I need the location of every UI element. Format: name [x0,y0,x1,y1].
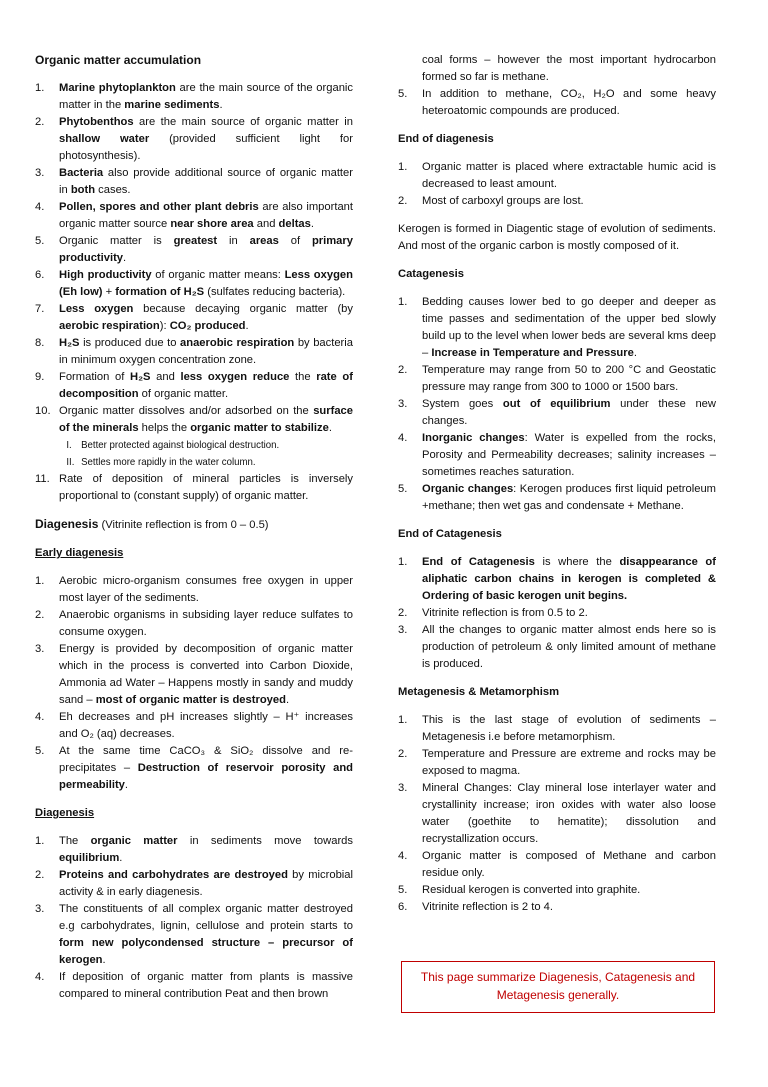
heading-diagenesis: Diagenesis [35,517,99,531]
list-item [398,780,716,848]
list-number: 4. [35,711,45,723]
list-metagenesis [398,712,716,916]
text-run: + [102,286,116,298]
list-item [35,573,353,607]
text-run: At the same time CaCO₃ & SiO₂ dissolve and re-precipitates – [59,745,353,774]
list-item [35,233,353,267]
list-number: 11. [35,473,50,485]
sub-list-text: Settles more rapidly in the water column. [81,456,256,468]
bold-text: near shore area [170,218,254,230]
list-item [398,481,716,515]
text-run: because decaying organic matter (by [133,303,353,315]
text-run: Organic matter dissolves and/or adsorbed on the [59,405,314,417]
list-number: 3. [398,398,408,410]
bold-text: Organic changes [422,483,514,495]
list-item [35,369,353,403]
text-run: also provide additional source of organic matter in [59,167,353,196]
text-run: Residual kerogen is converted into graphite. [422,884,641,896]
list-item [398,362,716,396]
list-item [35,301,353,335]
bold-text: surface of the minerals [59,405,353,434]
text-run: of [278,235,312,247]
list-item [398,848,716,882]
diagenesis-vitrinite-note: (Vitrinite reflection is from 0 – 0.5) [98,519,269,531]
list-number: 5. [398,88,408,100]
text-run: Formation of [59,371,130,383]
text-run: . [123,252,127,264]
list-number: 10. [35,405,51,417]
list-number: 4. [35,201,45,213]
heading-organic-matter-accumulation: Organic matter accumulation [35,53,202,67]
text-run: . [245,320,249,332]
sub-list-number: II. [66,456,75,468]
list-item [35,743,353,794]
heading-catagenesis: Catagenesis [398,268,464,280]
list-item [35,901,353,969]
list-item [35,709,353,743]
text-run: in sediments move towards [177,835,353,847]
list-item [35,267,353,301]
list-number: 2. [398,364,408,376]
bold-text: High productivity [59,269,152,281]
list-number: 3. [35,903,45,915]
bold-text: equilibrium [59,852,120,864]
bold-text: H₂S [129,371,151,383]
list-organic-matter [35,80,353,505]
list-number: 1. [35,82,45,94]
text-run: Organic matter is [59,235,174,247]
text-run: Bedding causes lower bed to go deeper and deeper as time passes and sedimentation of the upper bed slowly build up to the level when lower beds are several kms deep – [422,296,716,359]
text-run: Aerobic micro-organism consumes free oxygen in upper most layer of the sediments. [59,575,353,604]
text-run: All the changes to organic matter almost ends here so is production of petroleum & only limited amount of methane is produced. [422,624,716,670]
text-run: by microbial activity & in early diagenesis. [59,869,353,898]
list-number: 5. [35,745,45,757]
list-catagenesis [398,294,716,515]
list-item [35,199,353,233]
left-column [35,52,353,1003]
list-item [398,396,716,430]
list-item [398,882,716,899]
text-run: of organic matter. [138,388,229,400]
heading-diagenesis-sub: Diagenesis [35,807,95,819]
list-number: 7. [35,303,45,315]
list-item [398,430,716,481]
bold-text: both [70,184,96,196]
heading-end-of-diagenesis: End of diagenesis [398,133,494,145]
list-item [398,554,716,605]
bold-text: less oxygen reduce [180,371,290,383]
list-item [35,607,353,641]
heading-metagenesis: Metagenesis & Metamorphism [398,686,560,698]
bold-text: primary productivity [59,235,353,264]
list-item [398,159,716,193]
sub-list-text: Better protected against biological destruction. [81,439,280,451]
list-item [35,335,353,369]
bold-text: form new polycondensed structure – precursor of kerogen [59,937,353,966]
bold-text: formation of H₂S [115,286,205,298]
list-number: 9. [35,371,45,383]
text-run: System goes [422,398,503,410]
list-item [398,622,716,673]
list-item [398,605,716,622]
list-continued [398,52,716,120]
bold-text: aerobic respiration [59,320,160,332]
list-item [35,165,353,199]
text-run: Mineral Changes: Clay mineral lose interlayer water and crystallinity increase; iron oxides with water also loose water (goethite to hematite); dissolution and recrystallization occurs. [422,782,716,845]
text-run: Most of carboxyl groups are lost. [422,195,584,207]
text-run: The constituents of all complex organic matter destroyed e.g carbohydrates, lignin, cellulose and protein starts to [59,903,353,932]
bold-text: organic matter [90,835,178,847]
list-number: 4. [398,850,408,862]
bold-text: Marine phytoplankton [59,82,176,94]
bold-text: out of equilibrium [502,398,611,410]
summary-callout-box [401,961,715,1013]
text-run: under these new changes. [422,398,716,427]
bold-text: Bacteria [59,167,104,179]
text-run: . [310,218,314,230]
bold-text: Destruction of reservoir porosity and permeability [59,762,353,791]
text-run: : Water is expelled from the rocks, Porosity and Permeability decreases; salinity increases – sometimes reaches saturation. [422,432,716,478]
list-item [35,867,353,901]
text-run: the [289,371,317,383]
list-number: 1. [398,714,408,726]
bold-text: Phytobenthos [59,116,134,128]
list-number: 3. [35,643,45,655]
list-number: 5. [398,483,408,495]
bold-text: Inorganic changes [422,432,525,444]
list-number: 5. [35,235,45,247]
text-run: . [124,779,129,791]
text-run: Eh decreases and pH increases slightly – H⁺ increases and O₂ (aq) decreases. [59,711,353,740]
heading-end-of-catagenesis: End of Catagenesis [398,528,502,540]
list-number: 3. [35,167,45,179]
text-run: by bacteria in minimum oxygen concentration zone. [59,337,353,366]
text-run: and [253,218,279,230]
list-early-diagenesis [35,573,353,794]
text-run: In addition to methane, CO₂, H₂O and some heavy heteroatomic compounds are produced. [422,88,716,117]
text-run: cases. [95,184,131,196]
text-run: . [119,852,123,864]
list-item [35,403,353,471]
list-item [35,471,353,505]
text-run: The [59,835,91,847]
list-item [398,193,716,210]
bold-text: areas [249,235,279,247]
list-number: 1. [398,556,408,568]
text-run: . [102,954,106,966]
text-run: helps the [138,422,191,434]
list-item [398,712,716,746]
text-run: . [328,422,332,434]
kerogen-paragraph: Kerogen is formed in Diagentic stage of evolution of sediments. And most of the organic carbon is mostly composed of it. [398,223,716,252]
text-run: are the main source of organic matter in [133,116,353,128]
text-run: . [219,99,223,111]
text-run: Vitrinite reflection is 2 to 4. [422,901,553,913]
text-run: is where the [534,556,620,568]
text-run: : Kerogen produces first liquid petroleum +methane; then wet gas and condensate + Methane. [422,483,716,512]
sub-list-item [59,437,329,454]
bold-text: Proteins and carbohydrates are destroyed [59,869,288,881]
list-item [35,969,353,1003]
bold-text: H₂S [59,337,80,349]
text-run: of organic matter means: [151,269,285,281]
list-number: 6. [398,901,408,913]
text-run: This is the last stage of evolution of sediments – Metagenesis i.e before metamorphism. [422,714,716,743]
bold-text: End of Catagenesis [422,556,535,568]
heading-diagenesis-block [35,516,353,534]
list-number: 4. [35,971,45,983]
list-item [35,833,353,867]
text-run: Organic matter is placed where extractable humic acid is decreased to least amount. [422,161,716,190]
right-column [398,52,716,916]
list-number: 1. [398,161,408,173]
list-number: 2. [35,116,45,128]
heading-early-diagenesis: Early diagenesis [35,547,124,559]
text-run: . [285,694,290,706]
list-number: 2. [398,195,408,207]
list-number: 2. [398,748,408,760]
text-run: If deposition of organic matter from plants is massive compared to mineral contribution Peat and then brown [59,971,353,1000]
sub-list [59,437,353,471]
text-run: Organic matter is composed of Methane and carbon residue only. [422,850,716,879]
list-end-of-catagenesis [398,554,716,673]
bold-text: rate of decomposition [59,371,353,400]
bold-text: most of organic matter is destroyed [95,694,286,706]
bold-text: organic matter to stabilize [190,422,329,434]
list-number: 1. [35,835,45,847]
text-run: ): [159,320,170,332]
list-number: 1. [35,575,45,587]
list-number: 8. [35,337,45,349]
text-run: (sulfates reducing bacteria). [204,286,346,298]
bold-text: marine sediments [124,99,220,111]
text-run: Temperature and Pressure are extreme and rocks may be exposed to magma. [422,748,716,777]
bold-text: Pollen, spores and other plant debris [59,201,259,213]
list-number: 6. [35,269,45,281]
list-end-of-diagenesis [398,159,716,210]
text-run: Vitrinite reflection is from 0.5 to 2. [422,607,588,619]
sub-list-item [59,454,329,471]
text-run: Anaerobic organisms in subsiding layer reduce sulfates to consume oxygen. [59,609,353,638]
bold-text: anaerobic respiration [180,337,295,349]
bold-text: greatest [173,235,218,247]
list-item [35,641,353,709]
list-item [398,86,716,120]
text-run: Temperature may range from 50 to 200 °C and Geostatic pressure may range from 300 to 1000 or 1500 bars. [422,364,716,393]
text-run: in [217,235,250,247]
list-item [398,746,716,780]
bold-text: deltas [278,218,311,230]
text-run: are also important organic matter source [59,201,354,230]
list-number: 3. [398,624,408,636]
list-item [398,899,716,916]
list-item [398,294,716,362]
bold-text: shallow water [59,133,150,145]
list-number: 2. [35,609,45,621]
list-item [35,80,353,114]
list-number: 4. [398,432,408,444]
bold-text: disappearance of aliphatic carbon chains in kerogen is completed & Ordering of basic kerogen unit begins. [422,556,716,602]
list-number: 3. [398,782,408,794]
list-number: 5. [398,884,408,896]
bold-text: CO₂ produced [169,320,246,332]
list-number: 2. [35,869,45,881]
bold-text: Less oxygen (Eh low) [59,269,353,298]
text-run: (provided sufficient light for photosynthesis). [59,133,353,162]
bold-text: Less oxygen [59,303,134,315]
list-diagenesis [35,833,353,1003]
bold-text: Increase in Temperature and Pressure [431,347,634,359]
text-run: are the main source of the organic matter in the [59,82,353,111]
text-run: and [150,371,181,383]
list-number: 1. [398,296,408,308]
list-item [35,114,353,165]
summary-callout-text: This page summarize Diagenesis, Catagenesis and Metagenesis generally. [420,970,696,1002]
list-number: 2. [398,607,408,619]
text-run: coal forms – however the most important hydrocarbon formed so far is methane. [422,54,716,83]
sub-list-number: I. [66,439,72,451]
text-run: is produced due to [79,337,181,349]
list-item [398,52,716,86]
text-run: Rate of deposition of mineral particles is inversely proportional to (constant supply) of organic matter. [59,473,353,502]
text-run: Energy is provided by decomposition of organic matter which in the process is converted into Carbon Dioxide, Ammonia ad Water – Happens mostly in sandy and muddy sand – [59,643,353,706]
text-run: . [633,347,637,359]
